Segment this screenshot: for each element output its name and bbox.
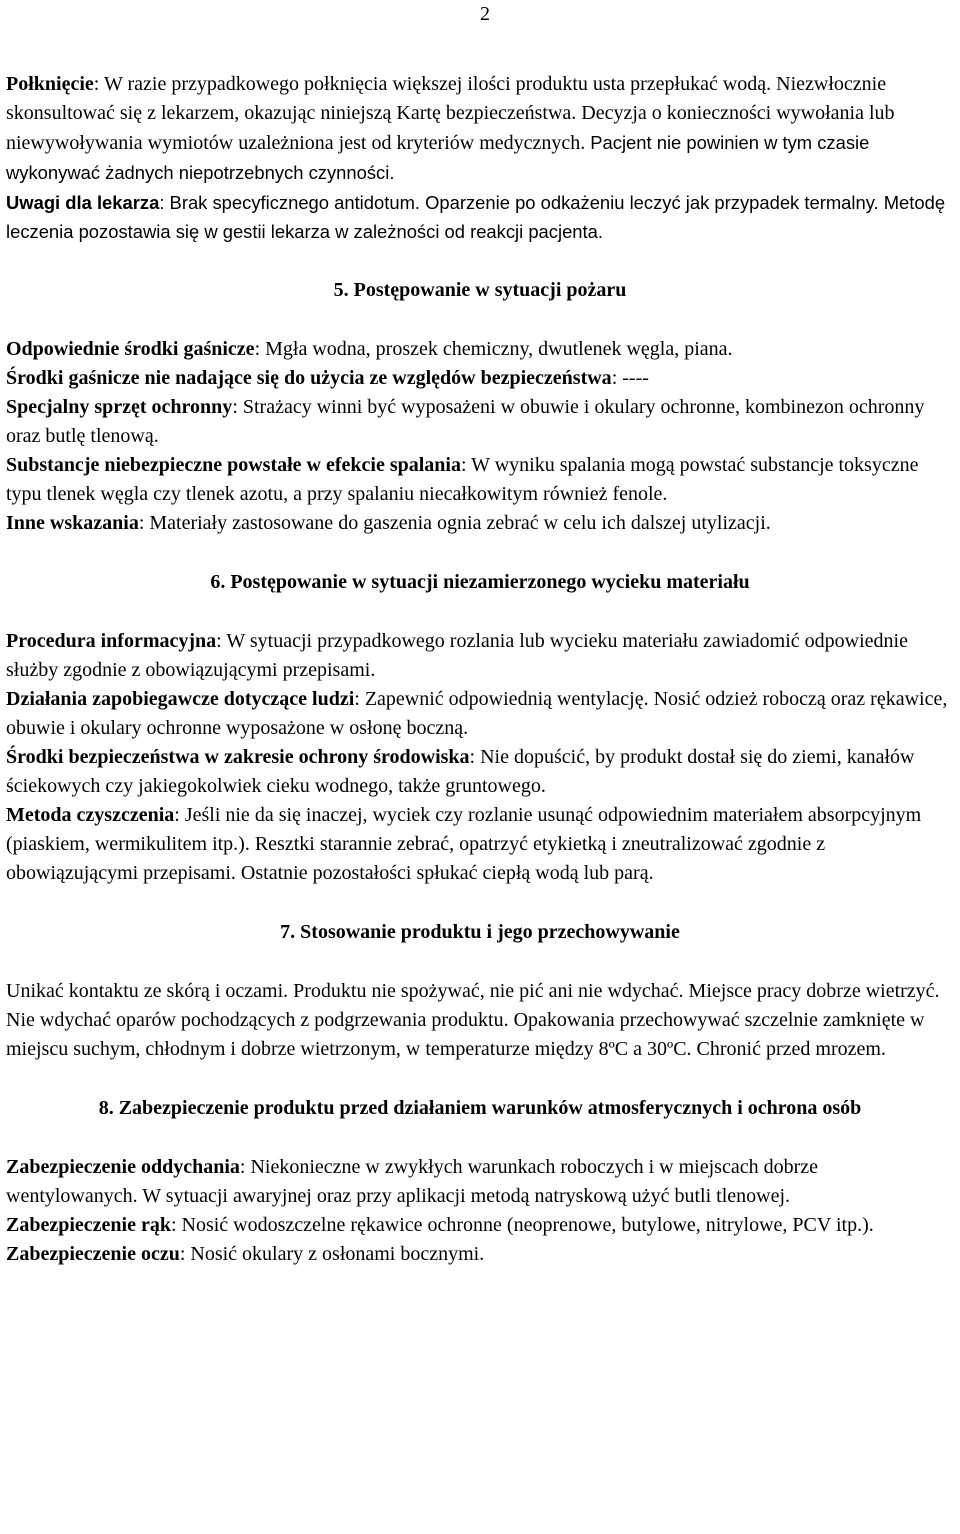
label-protection-1: Zabezpieczenie oddychania bbox=[6, 1156, 240, 1178]
text-fire-2: : ---- bbox=[611, 367, 649, 389]
paragraph-fire-4 bbox=[6, 451, 954, 509]
text-spill-2: : Zapewnić odpowiednią wentylację. Nosić odzież roboczą oraz rękawice, obuwie i okulary ochronne wyposażone w osłonę boczną. bbox=[6, 688, 948, 739]
text-protection-1: : Niekonieczne w zwykłych warunkach roboczych i w miejscach dobrze wentylowanych. W sytuacji awaryjnej oraz przy aplikacji metodą natryskową użyć butli tlenowej. bbox=[6, 1156, 818, 1207]
paragraph-protection-3 bbox=[6, 1240, 954, 1269]
section-8-title: 8. Zabezpieczenie produktu przed działaniem warunków atmosferycznych i ochrona osób bbox=[98, 1097, 862, 1119]
paragraph-spill-4 bbox=[6, 801, 954, 888]
paragraph-spill-3 bbox=[6, 743, 954, 801]
text-doctor: : Brak specyficznego antidotum. Oparzenie po odkażeniu leczyć jak przypadek termalny. Metodę leczenia pozostawia się w gestii lekarza w zależności od reakcji pacjenta. bbox=[6, 192, 946, 242]
paragraph-fire-5 bbox=[6, 509, 954, 538]
paragraph-swallow bbox=[6, 70, 954, 188]
paragraph-fire-2 bbox=[6, 364, 954, 393]
paragraph-storage: Unikać kontaktu ze skórą i oczami. Produktu nie spożywać, nie pić ani nie wdychać. Miejsce pracy dobrze wietrzyć. Nie wdychać oparów pochodzących z podgrzewania produktu. Opakowania przechowywać szczelnie zamknięte w miejscu suchym, chłodnym i dobrze wietrzonym, w temperaturze między 8ºC a 30ºC. Chronić przed mrozem. bbox=[6, 980, 940, 1060]
section-7-title: 7. Stosowanie produktu i jego przechowywanie bbox=[280, 921, 680, 943]
text-spill-3: : Nie dopuścić, by produkt dostał się do ziemi, kanałów ściekowych czy jakiegokolwiek cieku wodnego, także gruntowego. bbox=[6, 746, 915, 797]
label-doctor: Uwagi dla lekarza bbox=[6, 192, 160, 213]
label-swallow: Połknięcie bbox=[6, 73, 94, 95]
text-swallow-arial: Pacjent nie powinien w tym czasie wykonywać żadnych niepotrzebnych czynności. bbox=[6, 132, 870, 183]
paragraph-protection-1 bbox=[6, 1153, 954, 1211]
label-fire-5: Inne wskazania bbox=[6, 512, 139, 534]
paragraph-protection-2 bbox=[6, 1211, 954, 1240]
label-spill-2: Działania zapobiegawcze dotyczące ludzi bbox=[6, 688, 355, 710]
text-fire-5: : Materiały zastosowane do gaszenia ognia zebrać w celu ich dalszej utylizacji. bbox=[138, 512, 771, 534]
label-protection-2: Zabezpieczenie rąk bbox=[6, 1214, 171, 1236]
label-fire-4: Substancje niebezpieczne powstałe w efekcie spalania bbox=[6, 454, 461, 476]
paragraph-spill-1 bbox=[6, 627, 954, 685]
page-number: 2 bbox=[480, 3, 490, 25]
label-spill-3: Środki bezpieczeństwa w zakresie ochrony środowiska bbox=[6, 746, 470, 768]
label-fire-1: Odpowiednie środki gaśnicze bbox=[6, 338, 255, 360]
text-protection-2: : Nosić wodoszczelne rękawice ochronne (neoprenowe, butylowe, nitrylowe, PCV itp.). bbox=[170, 1214, 874, 1236]
document-body bbox=[6, 70, 954, 1269]
label-protection-3: Zabezpieczenie oczu bbox=[6, 1243, 180, 1265]
label-fire-2: Środki gaśnicze nie nadające się do użycia ze względów bezpieczeństwa bbox=[6, 367, 612, 389]
paragraph-spill-2 bbox=[6, 685, 954, 743]
text-swallow: : W razie przypadkowego połknięcia większej ilości produktu usta przepłukać wodą. Niezwłocznie skonsultować się z lekarzem, okazując niniejszą Kartę bezpieczeństwa. Decyzja o konieczności wywołania lub niewywoływania wymiotów uzależniona jest od kryteriów medycznych. bbox=[6, 73, 895, 154]
text-spill-1: : W sytuacji przypadkowego rozlania lub wycieku materiału zawiadomić odpowiednie służby zgodnie z obowiązującymi przepisami. bbox=[6, 630, 908, 681]
label-fire-3: Specjalny sprzęt ochronny bbox=[6, 396, 233, 418]
paragraph-fire-1 bbox=[6, 335, 954, 364]
paragraph-fire-3 bbox=[6, 393, 954, 451]
section-6-title: 6. Postępowanie w sytuacji niezamierzonego wycieku materiału bbox=[210, 571, 750, 593]
text-fire-1: : Mgła wodna, proszek chemiczny, dwutlenek węgla, piana. bbox=[254, 338, 733, 360]
text-fire-4: : W wyniku spalania mogą powstać substancje toksyczne typu tlenek węgla czy tlenek azotu, a przy spalaniu niecałkowitym również fenole. bbox=[6, 454, 919, 505]
text-fire-3: : Strażacy winni być wyposażeni w obuwie i okulary ochronne, kombinezon ochronny oraz butlę tlenową. bbox=[6, 396, 925, 447]
label-spill-1: Procedura informacyjna bbox=[6, 630, 217, 652]
text-protection-3: : Nosić okulary z osłonami bocznymi. bbox=[179, 1243, 485, 1265]
section-5-title: 5. Postępowanie w sytuacji pożaru bbox=[333, 279, 627, 301]
paragraph-doctor bbox=[6, 188, 954, 246]
text-spill-4: : Jeśli nie da się inaczej, wyciek czy rozlanie usunąć odpowiednim materiałem absorpcyjnym (piaskiem, wermikulitem itp.). Resztki starannie zebrać, opatrzyć etykietką i zneutralizować zgodnie z obowiązującymi przepisami. Ostatnie pozostałości spłukać ciepłą wodą lub parą. bbox=[6, 804, 922, 884]
label-spill-4: Metoda czyszczenia bbox=[6, 804, 175, 826]
